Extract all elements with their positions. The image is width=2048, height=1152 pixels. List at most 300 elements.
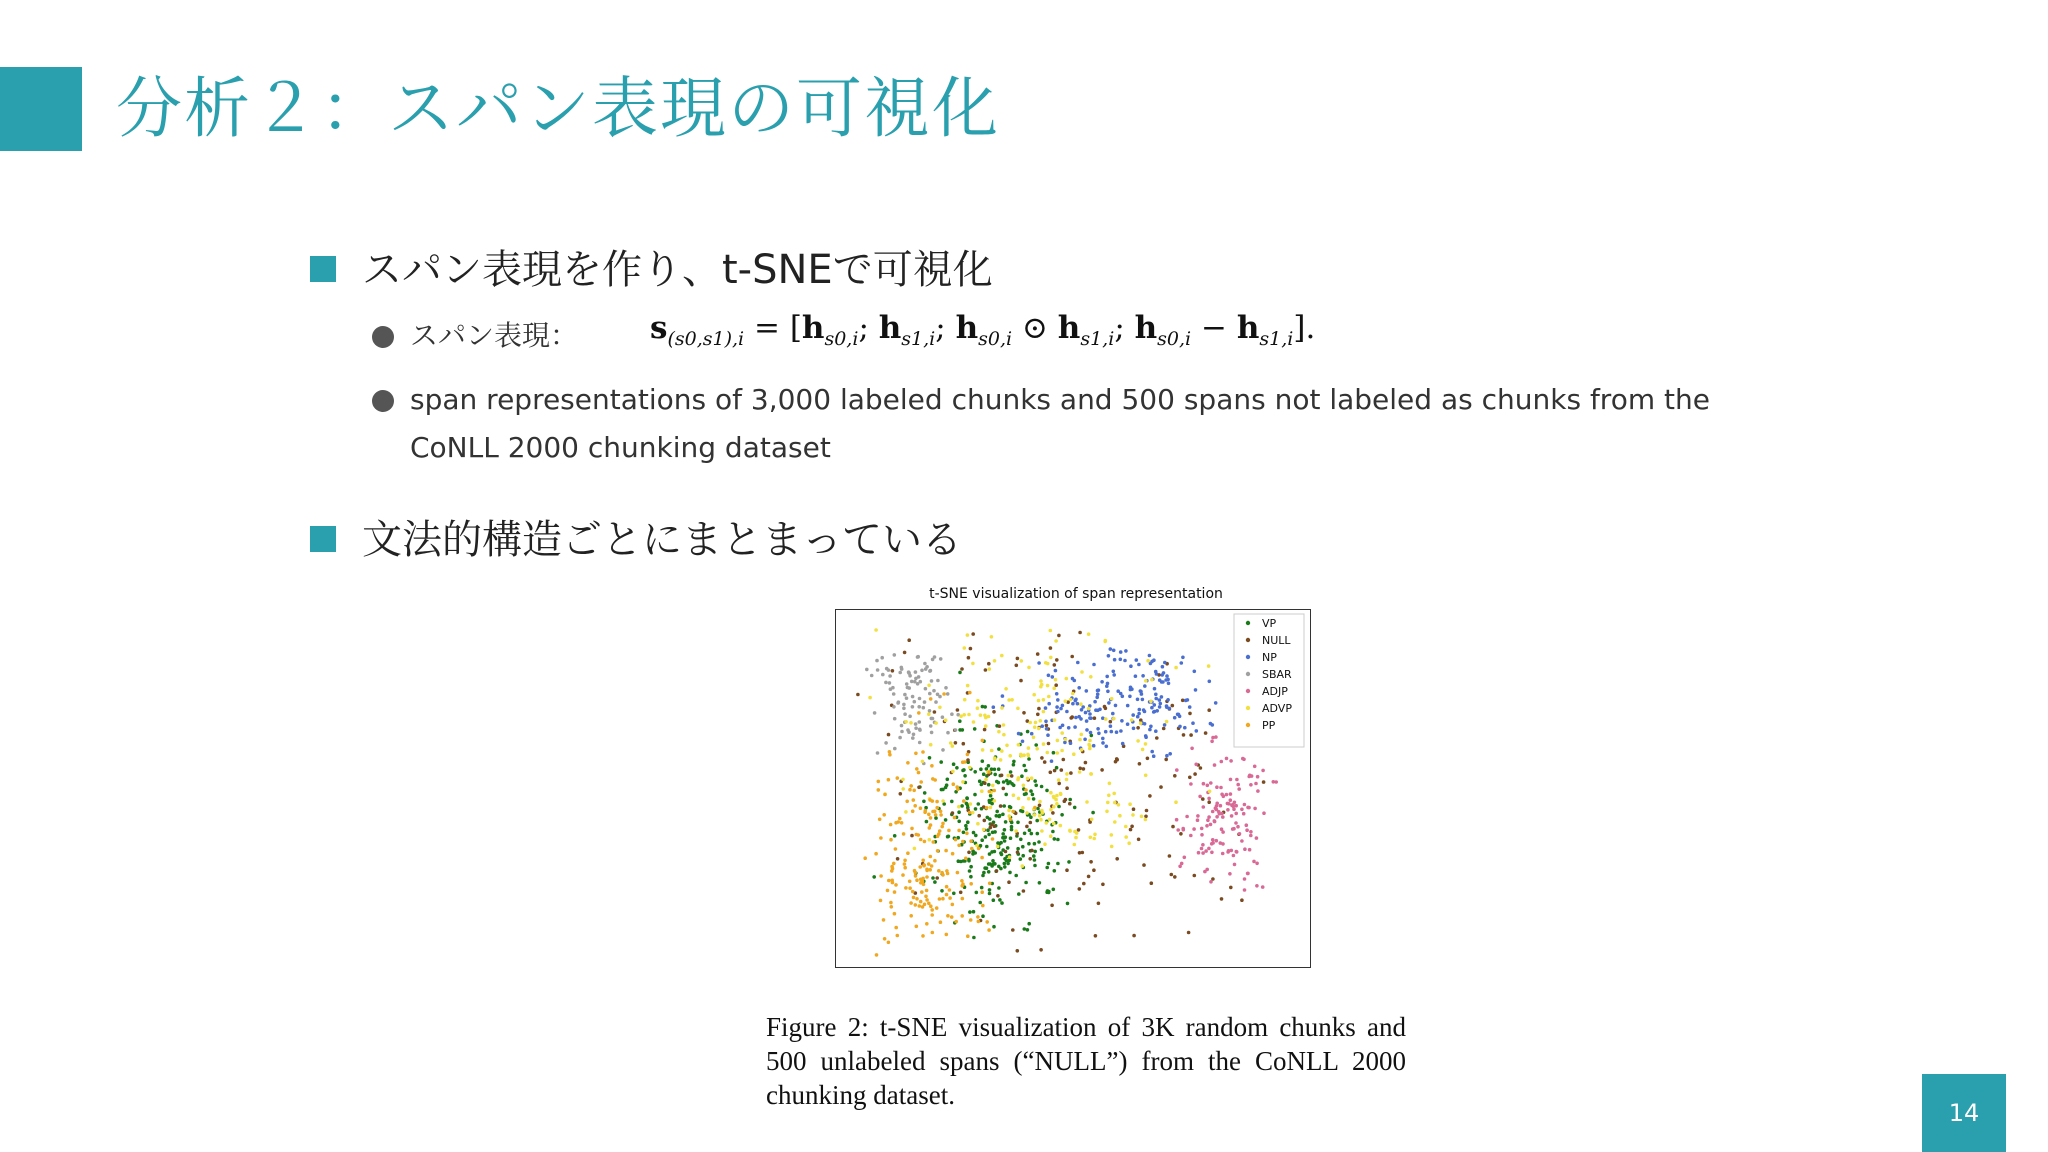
point-null <box>960 667 964 671</box>
point-np <box>1115 730 1119 734</box>
point-advp <box>1028 721 1032 725</box>
point-adjp <box>1226 808 1230 812</box>
point-np <box>1046 733 1050 737</box>
point-null <box>987 662 991 666</box>
point-sbar <box>932 689 936 693</box>
figure-caption: Figure 2: t-SNE visualization of 3K random chunks and 500 unlabeled spans (“NULL”) from the CoNLL 2000 chunking dataset. <box>766 1012 1406 1110</box>
point-adjp <box>1200 827 1204 831</box>
point-sbar <box>892 692 896 696</box>
point-vp <box>1003 839 1007 843</box>
point-np <box>1047 702 1051 706</box>
point-vp <box>1010 828 1014 832</box>
point-vp <box>993 862 997 866</box>
point-sbar <box>875 659 879 663</box>
point-np <box>1128 695 1132 699</box>
point-pp <box>874 852 878 856</box>
point-sbar <box>913 700 917 704</box>
point-null <box>1077 828 1081 832</box>
point-np <box>1059 707 1063 711</box>
point-sbar <box>912 733 916 737</box>
point-adjp <box>1256 789 1260 793</box>
point-advp <box>1087 632 1091 636</box>
point-vp <box>988 892 992 896</box>
point-pp <box>965 832 969 836</box>
point-vp <box>969 875 973 879</box>
point-np <box>1165 705 1169 709</box>
legend-label-np: NP <box>1262 651 1277 664</box>
point-null <box>1201 797 1205 801</box>
point-null <box>1144 815 1148 819</box>
point-vp <box>1036 807 1040 811</box>
point-np <box>1121 695 1125 699</box>
point-advp <box>1007 774 1011 778</box>
point-vp <box>1056 838 1060 842</box>
chart-title: t-SNE visualization of span representation <box>929 586 1223 602</box>
point-advp <box>1110 697 1114 701</box>
point-adjp <box>1246 806 1250 810</box>
point-np <box>1188 705 1192 709</box>
point-vp <box>1038 881 1042 885</box>
point-adjp <box>1234 812 1238 816</box>
point-advp <box>1045 821 1049 825</box>
point-adjp <box>1227 849 1231 853</box>
point-adjp <box>1234 804 1238 808</box>
point-pp <box>1009 818 1013 822</box>
point-sbar <box>936 693 940 697</box>
point-sbar <box>906 728 910 732</box>
point-pp <box>935 806 939 810</box>
point-pp <box>914 903 918 907</box>
span-representation-formula: $s_{(s0,s1),i} = [h_{s0,i}$; $h_{s1,i}$; $h_{s0,i}$ ⊙ $h_{s1,i}$; $h_{s0,i} - h_{s1,i}$]. <box>650 310 1316 351</box>
point-pp <box>921 750 925 754</box>
point-pp <box>1024 788 1028 792</box>
point-null <box>933 710 937 714</box>
point-pp <box>988 790 992 794</box>
point-pp <box>937 869 941 873</box>
point-advp <box>1131 813 1135 817</box>
point-np <box>1083 738 1087 742</box>
point-adjp <box>1209 781 1213 785</box>
point-adjp <box>1215 808 1219 812</box>
point-vp <box>1019 809 1023 813</box>
point-pp <box>968 811 972 815</box>
point-sbar <box>876 751 880 755</box>
point-np <box>1093 700 1097 704</box>
point-null <box>1004 850 1008 854</box>
point-np <box>1076 702 1080 706</box>
point-vp <box>1006 862 1010 866</box>
point-np <box>1143 684 1147 688</box>
point-vp <box>1036 832 1040 836</box>
point-advp <box>999 758 1003 762</box>
point-np <box>1074 698 1078 702</box>
point-null <box>1182 733 1186 737</box>
point-adjp <box>1233 863 1237 867</box>
point-vp <box>1019 857 1023 861</box>
point-pp <box>921 877 925 881</box>
point-sbar <box>908 674 912 678</box>
point-np <box>1067 726 1071 730</box>
point-vp <box>1052 888 1056 892</box>
point-pp <box>917 771 921 775</box>
point-vp <box>923 791 927 795</box>
point-pp <box>960 879 964 883</box>
point-null <box>977 814 981 818</box>
point-null <box>1025 825 1029 829</box>
point-vp <box>995 780 999 784</box>
point-null <box>1054 683 1058 687</box>
point-adjp <box>1209 823 1213 827</box>
point-vp <box>997 886 1001 890</box>
point-np <box>1037 661 1041 665</box>
point-advp <box>1139 722 1143 726</box>
point-adjp <box>1190 747 1194 751</box>
point-vp <box>972 936 976 940</box>
point-sbar <box>900 730 904 734</box>
point-null <box>1136 726 1140 730</box>
point-advp <box>1030 776 1034 780</box>
point-sbar <box>946 692 950 696</box>
point-advp <box>1113 801 1117 805</box>
point-adjp <box>1215 815 1219 819</box>
point-null <box>1051 811 1055 815</box>
point-pp <box>922 863 926 867</box>
point-advp <box>961 780 965 784</box>
point-pp <box>930 908 934 912</box>
point-vp <box>989 794 993 798</box>
point-vp <box>967 858 971 862</box>
point-advp <box>1049 791 1053 795</box>
point-advp <box>976 822 980 826</box>
point-adjp <box>1254 782 1258 786</box>
point-np <box>1061 724 1065 728</box>
point-pp <box>960 914 964 918</box>
point-adjp <box>1226 802 1230 806</box>
point-pp <box>956 788 960 792</box>
point-pp <box>925 898 929 902</box>
point-np <box>1097 688 1101 692</box>
point-advp <box>1065 677 1069 681</box>
point-pp <box>903 859 907 863</box>
point-pp <box>968 691 972 695</box>
point-null <box>1038 804 1042 808</box>
point-advp <box>1004 687 1008 691</box>
point-vp <box>1091 811 1095 815</box>
point-null <box>967 851 971 855</box>
point-pp <box>988 882 992 886</box>
point-advp <box>1033 813 1037 817</box>
point-pp <box>941 897 945 901</box>
point-pp <box>936 849 940 853</box>
point-pp <box>911 890 915 894</box>
point-pp <box>925 889 929 893</box>
point-np <box>1074 716 1078 720</box>
point-pp <box>966 934 970 938</box>
point-null <box>1065 868 1069 872</box>
point-null <box>993 824 997 828</box>
point-pp <box>918 865 922 869</box>
point-sbar <box>930 679 934 683</box>
point-np <box>1158 705 1162 709</box>
point-null <box>1193 772 1197 776</box>
point-np <box>1044 706 1048 710</box>
point-vp <box>1002 804 1006 808</box>
point-advp <box>1033 725 1037 729</box>
point-vp <box>1029 789 1033 793</box>
point-pp <box>883 937 887 941</box>
point-adjp <box>1218 812 1222 816</box>
point-vp <box>999 841 1003 845</box>
point-adjp <box>1240 808 1244 812</box>
point-adjp <box>1201 843 1205 847</box>
point-advp <box>1049 834 1053 838</box>
point-np <box>1056 710 1060 714</box>
point-pp <box>908 788 912 792</box>
point-adjp <box>1249 783 1253 787</box>
point-sbar <box>900 724 904 728</box>
point-pp <box>919 780 923 784</box>
point-advp <box>996 845 1000 849</box>
point-np <box>1138 708 1142 712</box>
point-vp <box>988 800 992 804</box>
point-vp <box>939 760 943 764</box>
point-pp <box>909 914 913 918</box>
point-vp <box>979 767 983 771</box>
point-sbar <box>911 705 915 709</box>
point-advp <box>1140 815 1144 819</box>
point-np <box>1094 708 1098 712</box>
point-vp <box>1003 862 1007 866</box>
point-vp <box>962 768 966 772</box>
point-vp <box>999 867 1003 871</box>
point-pp <box>886 889 890 893</box>
point-sbar <box>920 669 924 673</box>
point-adjp <box>1229 759 1233 763</box>
point-null <box>1089 860 1093 864</box>
point-advp <box>1079 702 1083 706</box>
point-np <box>1045 727 1049 731</box>
point-vp <box>972 910 976 914</box>
point-null <box>1168 854 1172 858</box>
point-adjp <box>1189 834 1193 838</box>
point-np <box>1044 720 1048 724</box>
point-vp <box>985 866 989 870</box>
point-advp <box>1165 720 1169 724</box>
point-pp <box>908 880 912 884</box>
bullet-2 <box>310 512 962 568</box>
point-advp <box>1021 806 1025 810</box>
point-null <box>1093 716 1097 720</box>
point-null <box>1062 758 1066 762</box>
point-np <box>1195 729 1199 733</box>
point-vp <box>893 834 897 838</box>
point-adjp <box>1215 802 1219 806</box>
point-advp <box>1090 818 1094 822</box>
point-sbar <box>906 686 910 690</box>
point-vp <box>981 759 985 763</box>
point-pp <box>945 885 949 889</box>
point-advp <box>1118 814 1122 818</box>
point-pp <box>924 809 928 813</box>
point-pp <box>888 753 892 757</box>
point-pp <box>917 833 921 837</box>
point-vp <box>1026 730 1030 734</box>
point-advp <box>1008 814 1012 818</box>
point-vp <box>991 831 995 835</box>
point-sbar <box>930 731 934 735</box>
point-advp <box>1049 808 1053 812</box>
point-advp <box>1007 698 1011 702</box>
point-advp <box>1107 794 1111 798</box>
point-sbar <box>911 736 915 740</box>
point-sbar <box>918 697 922 701</box>
point-np <box>1088 712 1092 716</box>
point-pp <box>987 928 991 932</box>
legend-marker-null <box>1246 638 1250 642</box>
point-advp <box>968 766 972 770</box>
point-adjp <box>1178 865 1182 869</box>
point-np <box>1120 719 1124 723</box>
point-vp <box>974 807 978 811</box>
point-advp <box>1059 793 1063 797</box>
point-vp <box>987 764 991 768</box>
point-null <box>966 758 970 762</box>
point-vp <box>1003 828 1007 832</box>
point-vp <box>1029 815 1033 819</box>
point-null <box>1036 713 1040 717</box>
point-null <box>1087 875 1091 879</box>
point-pp <box>957 829 961 833</box>
point-adjp <box>1219 804 1223 808</box>
point-null <box>1189 733 1193 737</box>
point-np <box>1021 740 1025 744</box>
point-advp <box>1078 770 1082 774</box>
point-pp <box>921 934 925 938</box>
point-np <box>1114 704 1118 708</box>
point-vp <box>1056 862 1060 866</box>
point-np <box>1105 745 1109 749</box>
point-vp <box>1047 862 1051 866</box>
sub-bullet-label: スパン表現： <box>410 319 579 352</box>
point-pp <box>914 871 918 875</box>
point-advp <box>1007 809 1011 813</box>
point-adjp <box>1215 839 1219 843</box>
point-np <box>1154 729 1158 733</box>
point-null <box>951 811 955 815</box>
point-null <box>984 668 988 672</box>
point-null <box>983 728 987 732</box>
point-vp <box>1033 842 1037 846</box>
legend-label-pp: PP <box>1262 719 1276 732</box>
point-advp <box>901 787 905 791</box>
point-adjp <box>1240 839 1244 843</box>
point-pp <box>901 873 905 877</box>
point-pp <box>941 873 945 877</box>
point-vp <box>1053 837 1057 841</box>
point-pp <box>928 868 932 872</box>
point-np <box>1105 675 1109 679</box>
point-advp <box>990 749 994 753</box>
point-vp <box>1027 757 1031 761</box>
point-advp <box>1141 748 1145 752</box>
point-pp <box>912 798 916 802</box>
point-null <box>1137 838 1141 842</box>
point-null <box>856 693 860 697</box>
point-adjp <box>1207 847 1211 851</box>
point-null <box>1170 873 1174 877</box>
point-advp <box>1039 679 1043 683</box>
point-adjp <box>1255 884 1259 888</box>
point-pp <box>887 778 891 782</box>
point-pp <box>969 839 973 843</box>
point-null <box>1173 774 1177 778</box>
point-pp <box>914 752 918 756</box>
point-advp <box>1020 754 1024 758</box>
point-np <box>1055 692 1059 696</box>
point-pp <box>931 931 935 935</box>
point-vp <box>1033 864 1037 868</box>
point-pp <box>935 906 939 910</box>
point-pp <box>985 806 989 810</box>
point-pp <box>933 810 937 814</box>
point-pp <box>909 784 913 788</box>
point-null <box>1015 664 1019 668</box>
point-vp <box>947 835 951 839</box>
point-vp <box>922 800 926 804</box>
point-advp <box>966 633 970 637</box>
point-adjp <box>1238 832 1242 836</box>
point-sbar <box>891 686 895 690</box>
point-pp <box>875 953 879 957</box>
point-pp <box>953 816 957 820</box>
point-advp <box>1049 629 1053 633</box>
point-pp <box>890 879 894 883</box>
point-np <box>1131 713 1135 717</box>
point-adjp <box>1189 782 1193 786</box>
scatter-plot-frame <box>835 609 1311 968</box>
point-pp <box>946 914 950 918</box>
point-np <box>1142 708 1146 712</box>
point-adjp <box>1245 823 1249 827</box>
point-null <box>1240 898 1244 902</box>
point-pp <box>877 788 881 792</box>
point-vp <box>1033 858 1037 862</box>
point-np <box>1017 732 1021 736</box>
point-np <box>1085 728 1089 732</box>
bullet-1 <box>310 242 993 298</box>
point-advp <box>1022 784 1026 788</box>
legend-marker-np <box>1246 655 1250 659</box>
point-null <box>983 781 987 785</box>
point-adjp <box>1221 852 1225 856</box>
point-null <box>956 708 960 712</box>
point-sbar <box>896 701 900 705</box>
point-advp <box>1117 803 1121 807</box>
point-advp <box>1090 772 1094 776</box>
point-np <box>1121 742 1125 746</box>
point-adjp <box>1237 787 1241 791</box>
point-advp <box>1017 743 1021 747</box>
point-advp <box>1128 802 1132 806</box>
point-pp <box>887 941 891 945</box>
point-vp <box>1008 871 1012 875</box>
point-null <box>1065 786 1069 790</box>
point-vp <box>1037 840 1041 844</box>
point-null <box>1130 825 1134 829</box>
point-pp <box>948 888 952 892</box>
point-adjp <box>1192 827 1196 831</box>
point-null <box>1115 857 1119 861</box>
